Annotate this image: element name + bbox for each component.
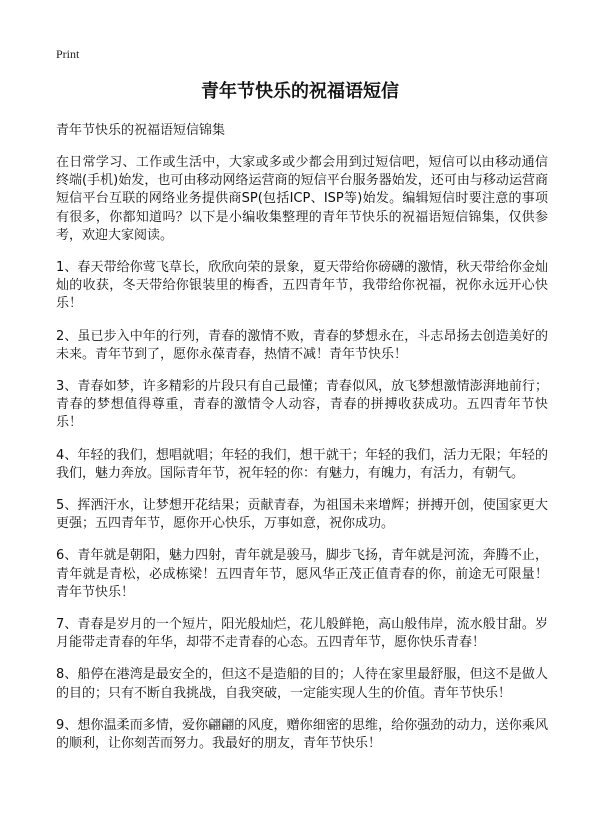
- document-body: [56, 121, 548, 767]
- message-item-1: 1、春天带给你莺飞草长，欣欣向荣的景象，夏天带给你磅礴的激情，秋天带给你金灿灿的收获，冬天带给你银装里的梅香，五四青年节，我带给你祝福，祝你永远开心快乐！: [56, 260, 548, 312]
- message-item-2: 2、虽已步入中年的行列，青春的激情不败，青春的梦想永在，斗志昂扬去创造美好的未来。青年节到了，愿你永葆青春，热情不减！青年节快乐！: [56, 328, 548, 362]
- message-item-8: 8、船停在港湾是最安全的，但这不是造船的目的；人待在家里最舒服，但这不是做人的目的；只有不断自我挑战，自我突破，一定能实现人生的价值。青年节快乐！: [56, 667, 548, 701]
- message-item-7: 7、青春是岁月的一个短片，阳光般灿烂，花儿般鲜艳，高山般伟岸，流水般甘甜。岁月能带走青春的年华，却带不走青春的心态。五四青年节，愿你快乐青春！: [56, 617, 548, 651]
- intro-paragraph: 在日常学习、工作或生活中，大家或多或少都会用到过短信吧，短信可以由移动通信终端(手机)始发，也可由移动网络运营商的短信平台服务器始发，还可由与移动运营商短信平台互联的网络业务提供商SP(包括ICP、ISP等)始发。编辑短信时要注意的事项有很多，你都知道吗？以下是小编收集整理的青年节快乐的祝福语短信锦集，仅供参考，欢迎大家阅读。: [56, 155, 548, 243]
- message-item-5: 5、挥洒汗水，让梦想开花结果；贡献青春，为祖国未来增辉；拼搏开创，使国家更大更强；五四青年节，愿你开心快乐，万事如意，祝你成功。: [56, 498, 548, 532]
- print-link[interactable]: Print: [56, 47, 80, 61]
- message-item-6: 6、青年就是朝阳，魅力四射，青年就是骏马，脚步飞扬，青年就是河流，奔腾不止，青年就是青松，必成栋梁！五四青年节，愿风华正茂正值青春的你，前途无可限量！青年节快乐！: [56, 548, 548, 600]
- message-item-9: 9、想你温柔而多情，爱你翩翩的风度，赠你细密的思维，给你强劲的动力，送你乘风的顺利，让你刻苦而努力。我最好的朋友，青年节快乐！: [56, 717, 548, 752]
- message-item-3: 3、青春如梦，许多精彩的片段只有自己最懂；青春似风，放飞梦想激情澎湃地前行；青春的梦想值得尊重，青春的激情令人动容，青春的拼搏收获成功。五四青年节快乐！: [56, 379, 548, 431]
- document-subtitle: 青年节快乐的祝福语短信锦集: [56, 123, 226, 138]
- page-title: 青年节快乐的祝福语短信: [201, 81, 399, 102]
- message-item-4: 4、年轻的我们，想唱就唱；年轻的我们，想干就干；年轻的我们，活力无限；年轻的我们，魅力奔放。国际青年节，祝年轻的你：有魅力，有魄力，有活力，有朝气。: [56, 447, 548, 481]
